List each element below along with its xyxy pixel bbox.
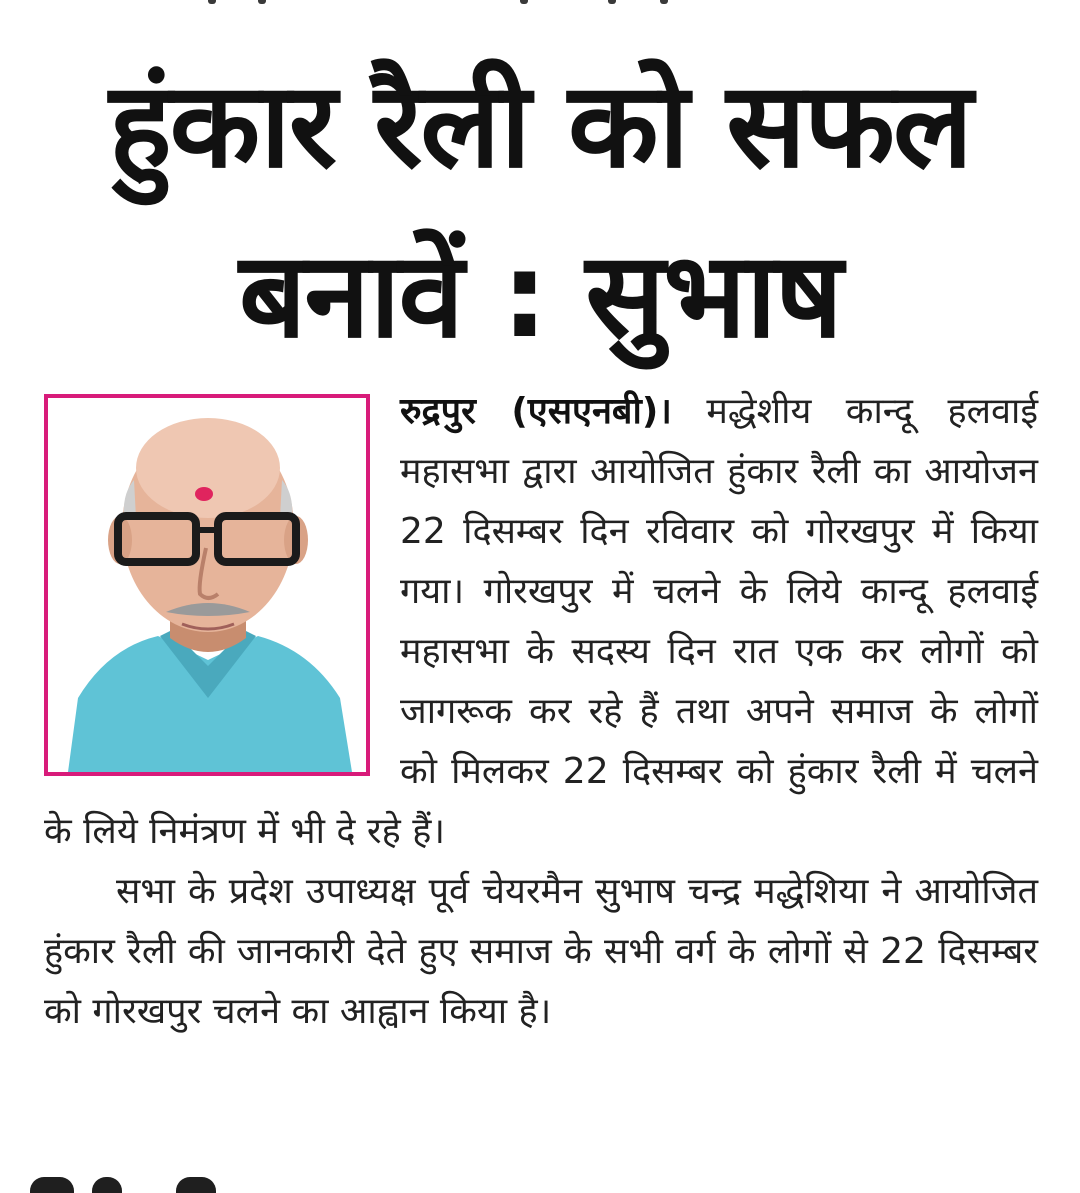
headline-line-1: हुंकार रैली को सफल bbox=[108, 56, 972, 194]
headline bbox=[0, 40, 1080, 380]
article-body bbox=[44, 382, 1038, 1042]
article-paragraph-1 bbox=[44, 382, 1038, 862]
previous-article-cutoff bbox=[0, 0, 1080, 14]
portrait-photo bbox=[44, 394, 370, 776]
article-paragraph-2: सभा के प्रदेश उपाध्यक्ष पूर्व चेयरमैन सुभाष चन्द्र मद्धेशिया ने आयोजित हुंकार रैली की जानकारी देते हुए समाज के सभी वर्ग के लोगों से 22 दिसम्बर को गोरखपुर चलने का आह्वान किया है। bbox=[44, 871, 1038, 1032]
paragraph-1-text: मद्धेशीय कान्दू हलवाई महासभा द्वारा आयोजित हुंकार रैली का आयोजन 22 दिसम्बर दिन रविवार को गोरखपुर में किया गया। गोरखपुर में चलने के लिये कान्दू हलवाई महासभा के सदस्य दिन रात एक कर लोगों को जागरूक कर रहे हैं तथा अपने समाज के लोगों को मिलकर 22 दिसम्बर को हुंकार रैली में चलने के लिये निमंत्रण में भी दे रहे हैं। bbox=[44, 391, 1038, 852]
dateline: रुद्रपुर (एसएनबी)। bbox=[400, 391, 672, 432]
headline-line-2: बनावें : सुभाष bbox=[239, 226, 841, 364]
next-article-cutoff bbox=[0, 1166, 1080, 1193]
